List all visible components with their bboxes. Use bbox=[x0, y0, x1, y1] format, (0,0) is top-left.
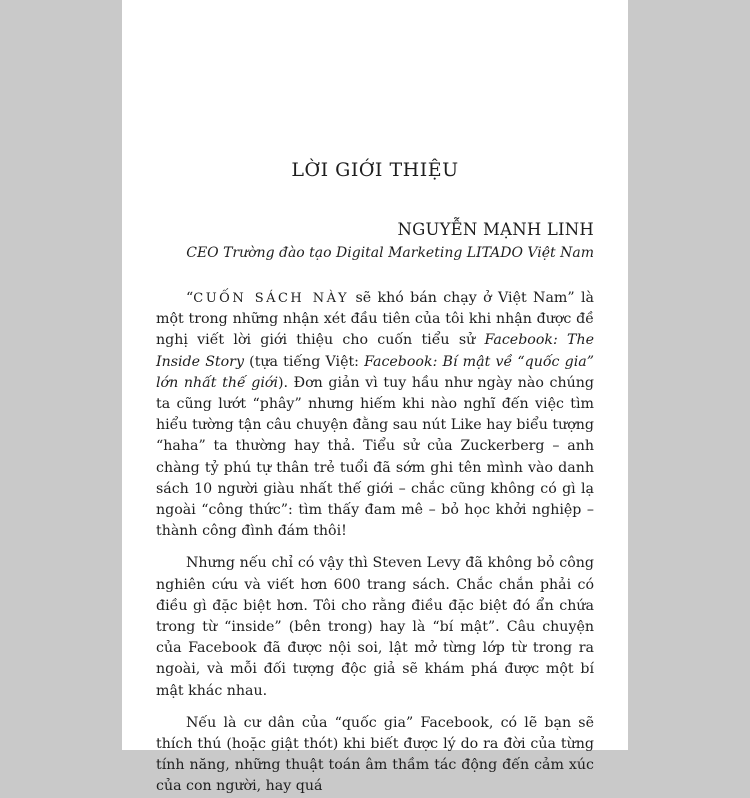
paragraph-1-text-b: (tựa tiếng Việt: bbox=[243, 353, 365, 370]
chapter-title: LỜI GIỚI THIỆU bbox=[291, 158, 459, 181]
author-name: NGUYỄN MẠNH LINH bbox=[397, 220, 594, 239]
paragraph-1-text-a: sẽ khó bán chạy ở Việt Nam” là một trong những nhận xét đầu tiên của tôi khi nhận được đề nghị viết lời giới thiệu cho cuốn tiểu sử bbox=[156, 290, 594, 349]
open-quote: “ bbox=[186, 290, 194, 306]
spaced-caps-phrase: CUỐN SÁCH NÀY bbox=[193, 291, 350, 306]
paragraph-3: Nếu là cư dân của “quốc gia” Facebook, có lẽ bạn sẽ thích thú (hoặc giật thót) khi biết được lý do ra đời của từng tính năng, những thuật toán âm thầm tác động đến cảm xúc của con người, hay quá bbox=[156, 714, 594, 795]
book-title-vietnamese: Facebook: Bí mật về “quốc gia” lớn nhất thế giới bbox=[156, 353, 594, 391]
author-role: CEO Trường đào tạo Digital Marketing LITADO Việt Nam bbox=[186, 245, 594, 261]
book-title-english: Facebook: The Inside Story bbox=[156, 332, 594, 370]
paragraph-2: Nhưng nếu chỉ có vậy thì Steven Levy đã không bỏ công nghiên cứu và viết hơn 600 trang sách. Chắc chắn phải có điều gì đặc biệt hơn. Tôi cho rằng điều đặc biệt đó ẩn chứa trong từ “inside” (bên trong) hay là “bí mật”. Câu chuyện của Facebook đã được nội soi, lật mở từng lớp từ trong ra ngoài, và mỗi đối tượng độc giả sẽ khám phá được một bí mật khác nhau. bbox=[156, 555, 594, 699]
paragraph-1-text-c: ). Đơn giản vì tuy hầu như ngày nào chúng ta cũng lướt “phây” nhưng hiếm khi nào nghĩ đến việc tìm hiểu tường tận câu chuyện đằng sau nút Like hay biểu tượng “haha” ta thường hay thả. Tiểu sử của Zuckerberg – anh chàng tỷ phú tự thân trẻ tuổi đã sớm ghi tên mình vào danh sách 10 người giàu nhất thế giới – chắc cũng không có gì lạ ngoài “công thức”: tìm thấy đam mê – bỏ học khởi nghiệp – thành công đình đám thôi! bbox=[156, 374, 594, 540]
book-page bbox=[122, 0, 628, 795]
body-text bbox=[156, 288, 594, 798]
paragraph-1 bbox=[156, 288, 594, 542]
